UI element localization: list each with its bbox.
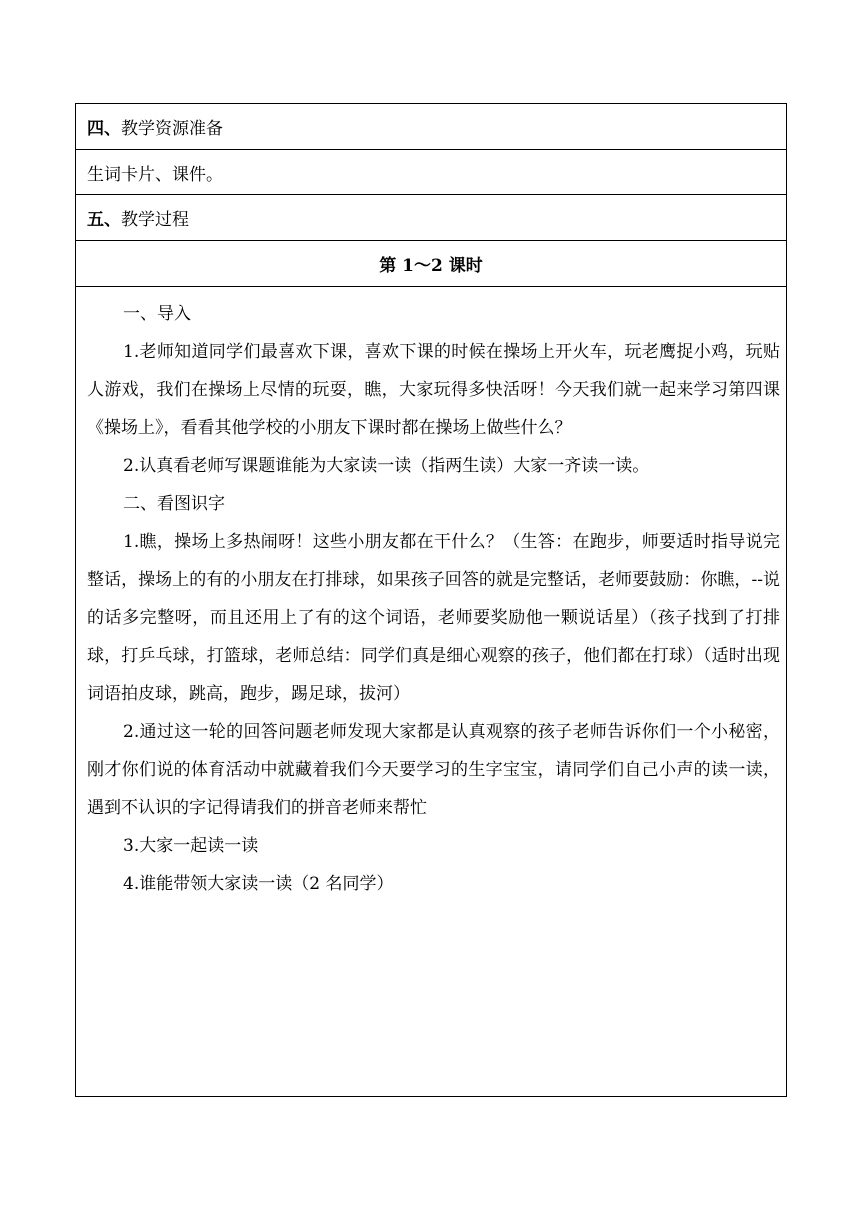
- lesson-plan-table: [75, 103, 787, 1097]
- section-picture-heading: 二、看图识字: [123, 494, 225, 514]
- paragraph-picture-2: 2.通过这一轮的回答问题老师发现大家都是认真观察的孩子老师告诉你们一个小秘密，刚才你们说的体育活动中就藏着我们今天要学习的生字宝宝，请同学们自己小声的读一读，遇到不认识的字记得请我们的拼音老师来帮忙: [87, 722, 780, 818]
- process-heading-number: 五、: [87, 210, 121, 230]
- process-heading-title: 教学过程: [121, 210, 189, 230]
- paragraph-intro-2: 2.认真看老师写课题谁能为大家读一读（指两生读）大家一齐读一读。: [123, 456, 650, 476]
- paragraph-picture-1: 1.瞧，操场上多热闹呀！这些小朋友都在干什么？（生答：在跑步，师要适时指导说完整话，操场上的有的小朋友在打排球，如果孩子回答的就是完整话，老师要鼓励：你瞧，--说的话多完整呀，而且还用上了有的这个词语，老师要奖励他一颗说话星）（孩子找到了打排球，打乒乓球，打篮球，老师总结：同学们真是细心观察的孩子，他们都在打球）（适时出现词语拍皮球，跳高，跑步，踢足球，拔河）: [87, 532, 780, 704]
- paragraph-intro-1: 1.老师知道同学们最喜欢下课，喜欢下课的时候在操场上开火车，玩老鹰捉小鸡，玩贴人游戏，我们在操场上尽情的玩耍，瞧，大家玩得多快活呀！今天我们就一起来学习第四课《操场上》，看看其他学校的小朋友下课时都在操场上做些什么？: [87, 342, 780, 438]
- lesson-body-cell: [76, 287, 786, 1096]
- lesson-header-row: [76, 241, 786, 287]
- resources-heading-title: 教学资源准备: [121, 119, 223, 139]
- lesson-header: 第 1～2 课时: [379, 256, 483, 276]
- paragraph-picture-3: 3.大家一起读一读: [123, 836, 259, 856]
- resources-content-row: [76, 150, 786, 195]
- resources-heading-number: 四、: [87, 119, 121, 139]
- section-intro-heading: 一、导入: [123, 304, 191, 324]
- resources-heading-row: [76, 104, 786, 150]
- process-heading-row: [76, 195, 786, 241]
- resources-content: 生词卡片、课件。: [87, 164, 223, 185]
- paragraph-picture-4: 4.谁能带领大家读一读（2 名同学）: [123, 874, 394, 894]
